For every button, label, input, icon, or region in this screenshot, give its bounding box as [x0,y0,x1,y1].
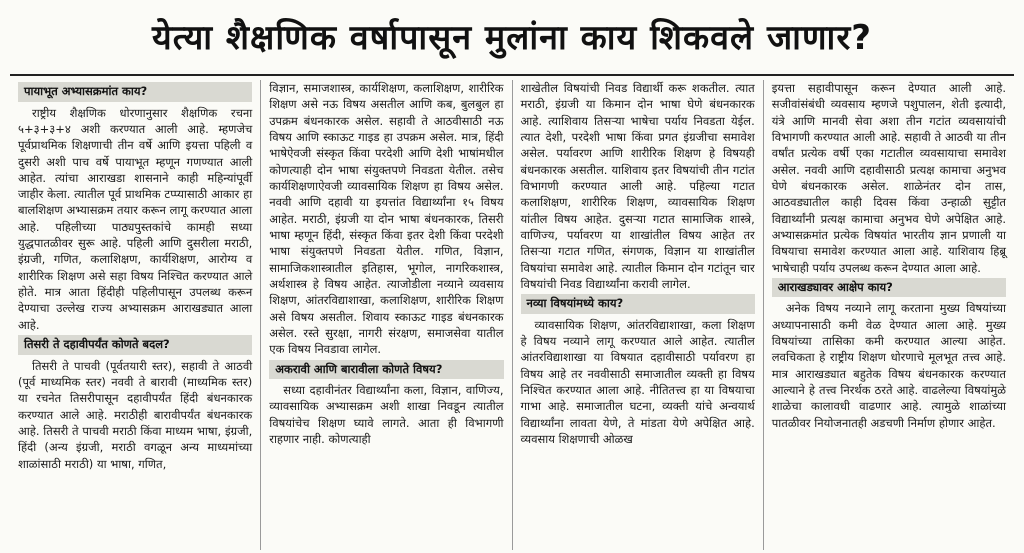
section-subheading: पायाभूत अभ्यासक्रमांत काय? [18,82,252,102]
headline: येत्या शैक्षणिक वर्षापासून मुलांना काय शिकवले जाणार? [151,18,872,58]
article-paragraph: विज्ञान, समाजशास्त्र, कार्यशिक्षण, कलाशिक्षण, शारीरिक शिक्षण असे नऊ विषय असतील आणि कब, बुलबुल हा उपक्रम बंधनकारक असेल. सहावी ते आठवीसाठी नऊ विषय आणि स्काऊट गाइड हा उपक्रम असेल. मात्र, हिंदी भाषेऐवजी संस्कृत किंवा परदेशी आणि देशी भाषांमधील कोणत्याही दोन भाषा संयुक्तपणे निवडता येतील. तसेच कार्यशिक्षणाऐवजी व्यावसायिक शिक्षण हा विषय असेल. नववी आणि दहावी या इयत्तांत विद्यार्थ्यांना १५ विषय आहेत. मराठी, इंग्रजी या दोन भाषा बंधनकारक, तिसरी भाषा म्हणून हिंदी, संस्कृत किंवा इतर देशी किंवा परदेशी भाषा संयुक्तपणे निवडता येतील. गणित, विज्ञान, सामाजिकशास्त्रातील इतिहास, भूगोल, नागरिकशास्त्र, अर्थशास्त्र हे विषय आहेत. त्याजोडीला नव्याने व्यवसाय शिक्षण, आंतरविद्याशाखा, कलाशिक्षण, शारीरिक शिक्षण असे विषय असतील. शिवाय स्काऊट गाइड बंधनकारक असेल. रस्ते सुरक्षा, नागरी संरक्षण, समाजसेवा यातील एक विषय निवडावा लागेल. [269,81,504,357]
section-subheading: अकरावी आणि बारावीला कोणते विषय? [269,360,503,380]
section-subheading: नव्या विषयांमध्ये काय? [521,294,755,314]
headline-divider [10,74,1014,76]
section-subheading: तिसरी ते दहावीपर्यंत कोणते बदल? [18,335,252,355]
article-paragraph: तिसरी ते पाचवी (पूर्वतयारी स्तर), सहावी ते आठवी (पूर्व माध्यमिक स्तर) नववी ते बारावी (माध्यमिक स्तर) या रचनेत तिसरीपासून दहावीपर्यंत हिंदी बंधनकारक करण्यात आले आहे. मराठीही बारावीपर्यंत बंधनकारक आहे. तिसरी ते पाचवी मराठी किंवा माध्यम भाषा, इंग्रजी, हिंदी (अन्य इंग्रजी, मराठी वगळून अन्य माध्यमांच्या शाळांसाठी मराठी) या भाषा, गणित, [18,358,253,471]
article-paragraph: व्यावसायिक शिक्षण, आंतरविद्याशाखा, कला शिक्षण हे विषय नव्याने लागू करण्यात आले आहेत. त्यातील आंतरविद्याशाखा या विषयात दहावीसाठी पर्यावरण हा विषय आहे तर नववीसाठी समाजातील व्यक्ती हा विषय निश्चित करण्यात आला आहे. नीतितत्त्व हा या विषयाचा गाभा आहे. समाजातील घटना, व्यक्ती यांचे अन्वयार्थ विद्यार्थ्यांना लावता येणे, ते मांडता येणे अपेक्षित आहे. व्यवसाय शिक्षणाची ओळख [520,317,755,447]
article-paragraph: सध्या दहावीनंतर विद्यार्थ्यांना कला, विज्ञान, वाणिज्य, व्यावसायिक अभ्यासक्रम अशी शाखा निवडून त्यातील विषयांचेच शिक्षण घ्यावे लागते. आता ही विभागणी राहणार नाही. कोणत्याही [269,383,504,447]
headline-bar [0,0,1024,72]
column-4 [764,80,1014,550]
article-paragraph: अनेक विषय नव्याने लागू करताना मुख्य विषयांच्या अध्यापनासाठी कमी वेळ देण्यात आला आहे. मुख्य विषयांच्या तासिका कमी करण्यात आल्या आहेत. लवचिकता हे राष्ट्रीय शिक्षण धोरणाचे मूलभूत तत्त्व आहे. मात्र आराखड्यात बहुतेक विषय बंधनकारक करण्यात आल्याने हे तत्त्व निरर्थक ठरते आहे. वाढलेल्या विषयांमुळे शाळेचा कालावधी वाढणार आहे. त्यामुळे शाळांच्या पातळीवर नियोजनातही अडचणी निर्माण होणार आहेत. [771,301,1006,430]
column-3 [513,80,764,550]
article-columns [10,80,1014,550]
section-subheading: आराखड्यावर आक्षेप काय? [772,278,1006,298]
article-paragraph: शाखेतील विषयांची निवड विद्यार्थी करू शकतील. त्यात मराठी, इंग्रजी या किमान दोन भाषा घेणे बंधनकारक आहे. त्याशिवाय तिसऱ्या भाषेचा पर्याय निवडता येईल. त्यात देशी, परदेशी भाषा किंवा प्रगत इंग्रजीचा समावेश असेल. पर्यावरण आणि शारीरिक शिक्षण हे विषयही बंधनकारक असतील. याशिवाय इतर विषयांची तीन गटांत विभागणी करण्यात आली आहे. पहिल्या गटात कलाशिक्षण, शारीरिक शिक्षण, व्यावसायिक शिक्षण यांतील विषय आहेत. दुसऱ्या गटात सामाजिक शास्त्रे, वाणिज्य, पर्यावरण या शाखांतील विषय आहेत तर तिसऱ्या गटात गणित, संगणक, विज्ञान या शाखांतील विषयांचा समावेश आहे. त्यातील किमान दोन गटांतून चार विषयांची निवड विद्यार्थ्यांना करावी लागेल. [520,81,755,291]
column-1 [10,80,261,550]
article-paragraph: राष्ट्रीय शैक्षणिक धोरणानुसार शैक्षणिक रचना ५+३+३+४ अशी करण्यात आली आहे. म्हणजेच पूर्वप्राथमिक शिक्षणाची तीन वर्षे आणि इयत्ता पहिली व दुसरी अशी पाच वर्षे पायाभूत म्हणून गणण्यात आली आहेत. त्यांचा आराखडा शासनाने काही महिन्यांपूर्वी जाहीर केला. त्यातील पूर्व प्राथमिक टप्प्यासाठी आकार हा बालशिक्षण अभ्यासक्रम तयार करून लागू करण्यात आला आहे. पहिलीच्या पाठ्यपुस्तकांचे कामही सध्या युद्धपातळीवर सुरू आहे. पहिली आणि दुसरीला मराठी, इंग्रजी, गणित, कलाशिक्षण, कार्यशिक्षण, आरोग्य व शारीरिक शिक्षण असे सहा विषय निश्चित करण्यात आले होते. मात्र आता हिंदीही पहिलीपासून उपलब्ध करून देण्याचा उल्लेख राज्य अभ्यासक्रम आराखड्यात आला आहे. [18,105,253,332]
column-2 [261,80,512,550]
article-paragraph: इयत्ता सहावीपासून करून देण्यात आली आहे. सजीवांसंबंधी व्यवसाय म्हणजे पशुपालन, शेती इत्यादी, यंत्रे आणि मानवी सेवा अशा तीन गटांत व्यवसायांची विभागणी करण्यात आली आहे. सहावी ते आठवी या तीन वर्षांत प्रत्येक वर्षी एका गटातील व्यवसायाचा समावेश असेल. नववी आणि दहावीसाठी प्रत्यक्ष कामाचा अनुभव घेणे बंधनकारक असेल. शाळेनंतर दोन तास, आठवड्यातील काही दिवस किंवा उन्हाळी सुट्टीत विद्यार्थ्यांनी प्रत्यक्ष कामाचा अनुभव घेणे अपेक्षित आहे. अभ्यासक्रमांत प्रत्येक विषयांत भारतीय ज्ञान प्रणाली या विषयाचा समावेश करण्यात आला आहे. याशिवाय हिब्रू भाषेचाही पर्याय उपलब्ध करून देण्यात आला आहे. [771,81,1006,275]
